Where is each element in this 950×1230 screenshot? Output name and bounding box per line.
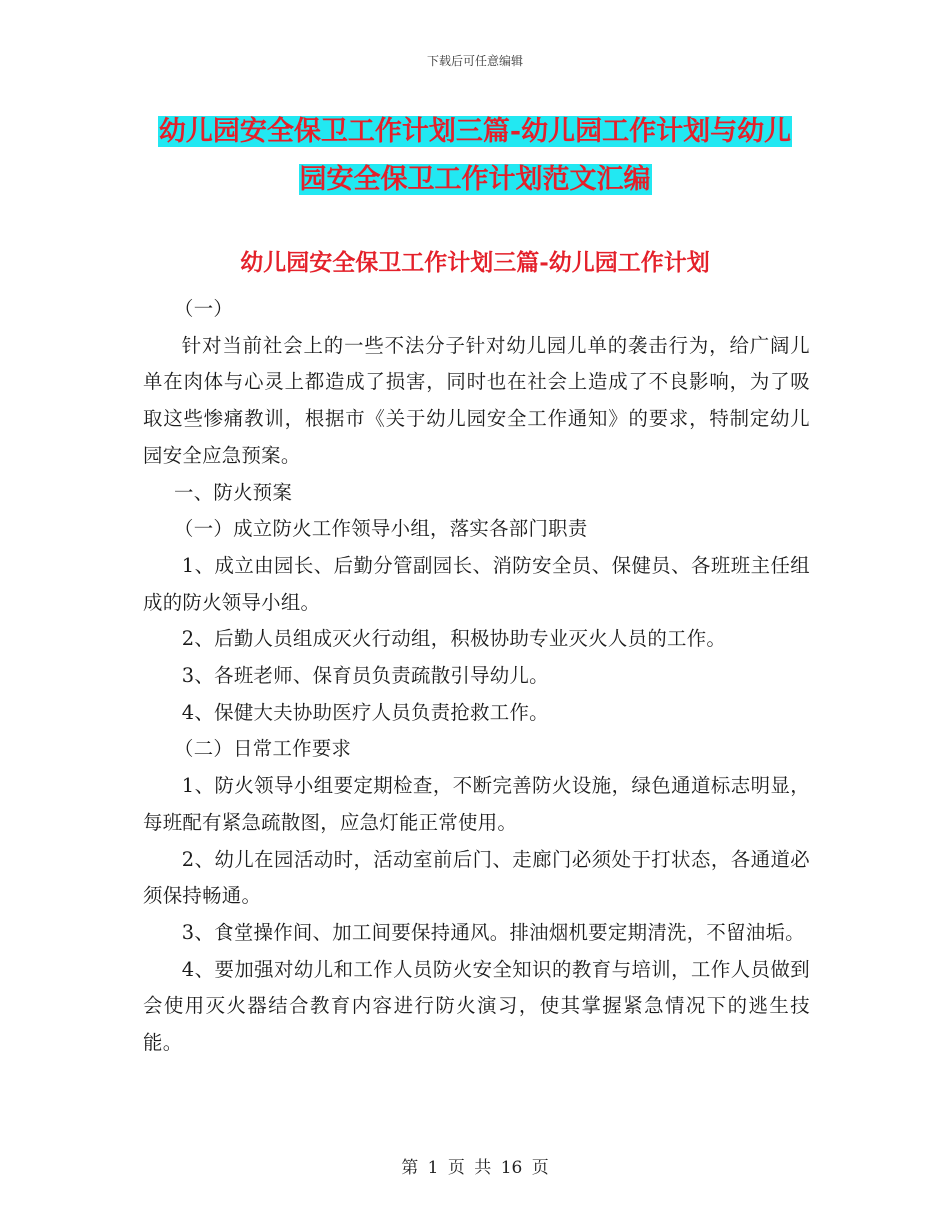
list-item: 3、各班老师、保育员负责疏散引导幼儿。 [181,664,549,688]
list-item: 1、防火领导小组要定期检查，不断完善防火设施，绿色通道标志明显，每班配有紧急疏散图，应急灯能正常使用。 [143,774,810,834]
subheading-fire-team: （一）成立防火工作领导小组，落实各部门职责 [174,517,588,541]
document-title [120,108,830,204]
header-note: 下载后可任意编辑 [426,54,523,68]
document-body [143,291,810,1062]
list-item: 4、保健大夫协助医疗人员负责抢救工作。 [181,700,549,724]
paragraph-intro: 针对当前社会上的一些不法分子针对幼儿园儿单的袭击行为，给广阔儿单在肉体与心灵上都造成了损害，同时也在社会上造成了不良影响，为了吸取这些惨痛教训，根据市《关于幼儿园安全工作通知》的要求，特制定幼儿园安全应急预案。 [143,333,810,467]
title-line-2: 园安全保卫工作计划范文汇编 [299,164,651,195]
title-line-1: 幼儿园安全保卫工作计划三篇-幼儿园工作计划与幼儿 [158,116,792,147]
list-item: 4、要加强对幼儿和工作人员防火安全知识的教育与培训，工作人员做到会使用灭火器结合教育内容进行防火演习，使其掌握紧急情况下的逃生技能。 [143,957,810,1055]
subheading-daily-requirements: （二）日常工作要求 [174,737,352,761]
list-item: 3、食堂操作间、加工间要保持通风。排油烟机要定期清洗，不留油垢。 [181,920,805,944]
paragraph-part-label: （一） [174,297,234,320]
section-title: 幼儿园安全保卫工作计划三篇-幼儿园工作计划 [240,249,710,276]
heading-fire-plan: 一、防火预案 [174,480,293,504]
list-item: 1、成立由园长、后勤分管副园长、消防安全员、保健员、各班班主任组成的防火领导小组。 [143,553,810,614]
list-item: 2、后勤人员组成灭火行动组，积极协助专业灭火人员的工作。 [181,627,727,651]
list-item: 2、幼儿在园活动时，活动室前后门、走廊门必须处于打状态，各通道必须保持畅通。 [143,847,810,908]
page-footer: 第 1 页 共 16 页 [401,1158,549,1178]
